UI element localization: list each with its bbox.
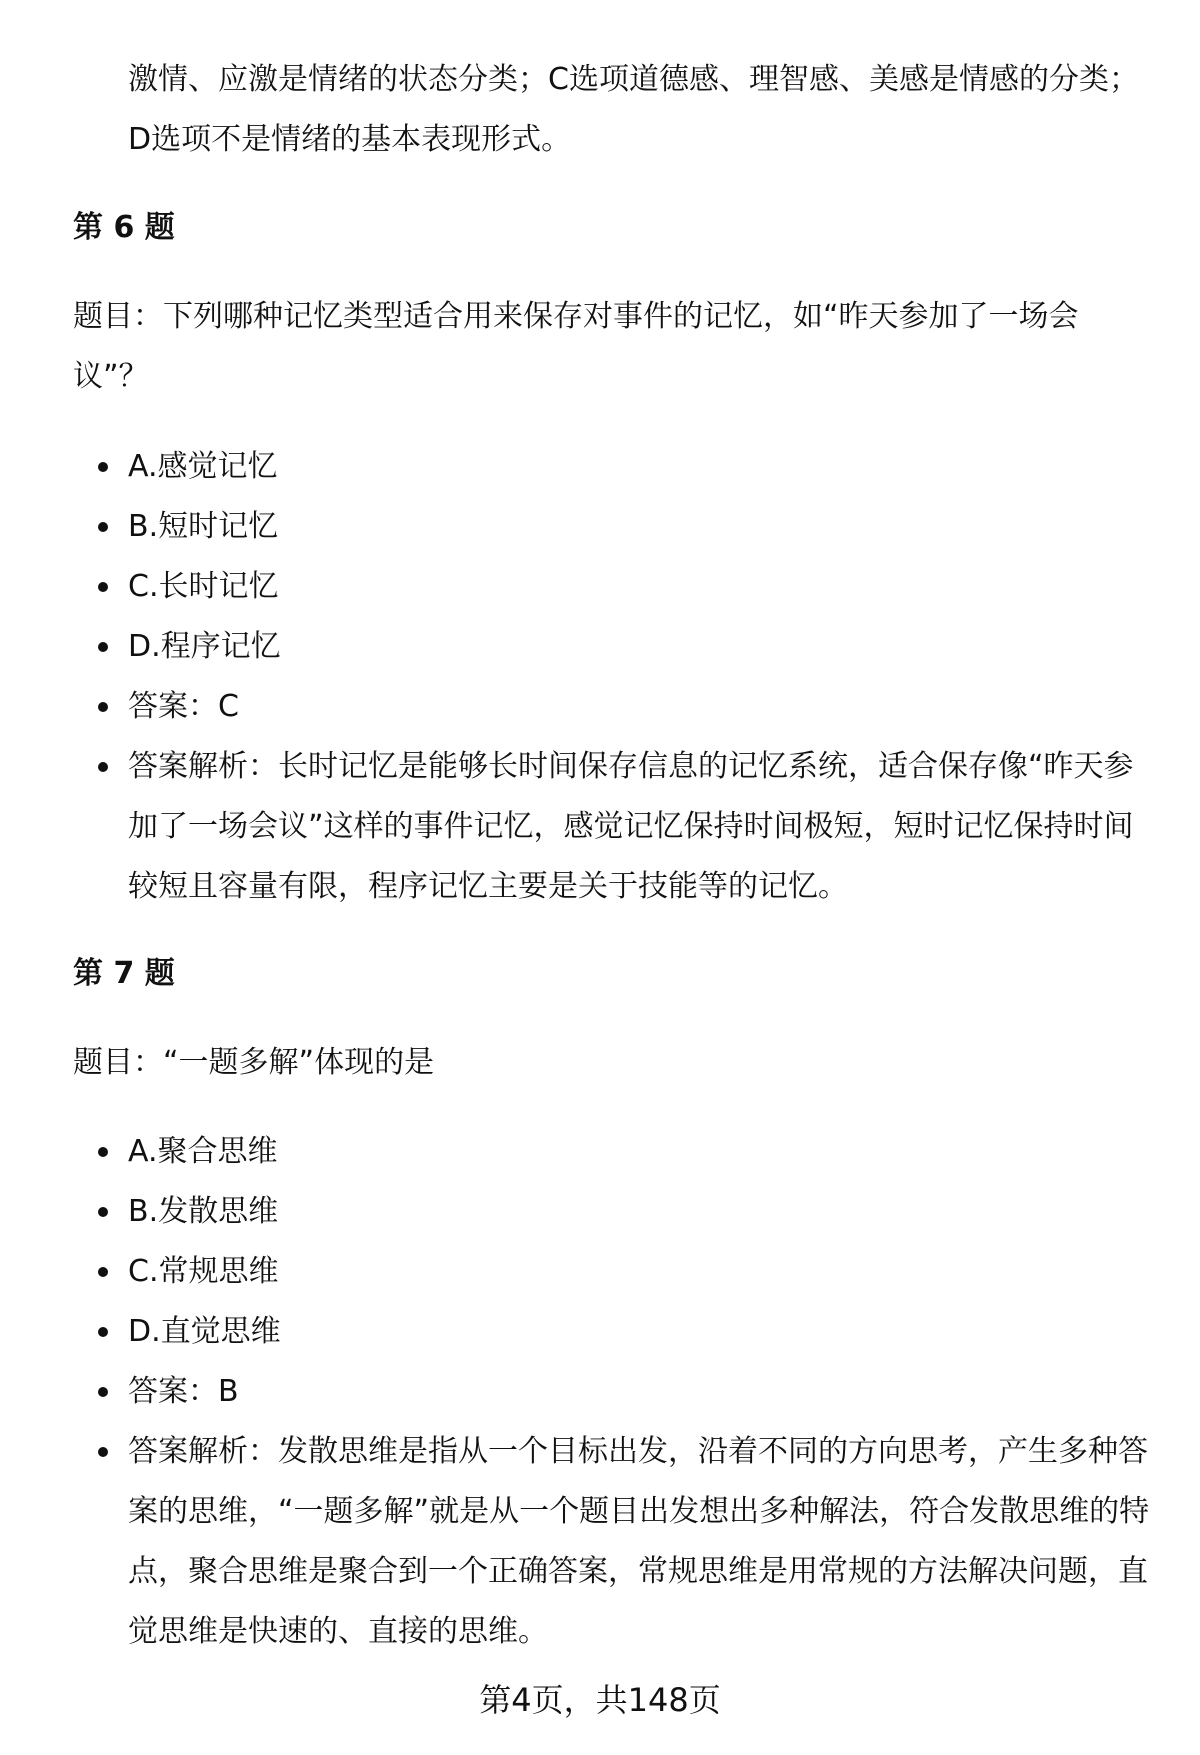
analysis-text: 答案解析：长时记忆是能够长时间保存信息的记忆系统，适合保存像“昨天参加了一场会议”这样的事件记忆，感觉记忆保持时间极短，短时记忆保持时间较短且容量有限，程序记忆主要是关于技能等的记忆。 — [128, 749, 1134, 904]
bullet-icon — [98, 522, 108, 532]
bullet-icon — [98, 762, 108, 772]
bullet-icon — [98, 1147, 108, 1157]
option-label: A.感觉记忆 — [128, 449, 278, 484]
answer-text: 答案：C — [128, 689, 239, 724]
question-6-option-a — [0, 437, 1158, 497]
option-label: C.常规思维 — [128, 1254, 279, 1289]
page-number-footer: 第4页，共148页 — [479, 1681, 721, 1719]
question-7-answer — [0, 1362, 1158, 1422]
question-6-answer — [0, 677, 1158, 737]
analysis-text: 答案解析：发散思维是指从一个目标出发，沿着不同的方向思考，产生多种答案的思维，“一题多解”就是从一个题目出发想出多种解法，符合发散思维的特点，聚合思维是聚合到一个正确答案，常规思维是用常规的方法解决问题，直觉思维是快速的、直接的思维。 — [128, 1434, 1150, 1649]
option-label: B.发散思维 — [128, 1194, 279, 1229]
bullet-icon — [98, 1327, 108, 1337]
question-6-text: 题目：下列哪种记忆类型适合用来保存对事件的记忆，如“昨天参加了一场会议”？ — [73, 299, 1079, 394]
question-7-analysis — [0, 1422, 1158, 1662]
bullet-icon — [98, 642, 108, 652]
option-label: B.短时记忆 — [128, 509, 279, 544]
bullet-icon — [98, 702, 108, 712]
question-6-options — [0, 437, 1200, 917]
bullet-icon — [98, 582, 108, 592]
question-7-option-b — [0, 1182, 1158, 1242]
bullet-icon — [98, 1387, 108, 1397]
bullet-icon — [98, 1207, 108, 1217]
question-7-heading: 第 7 题 — [73, 956, 175, 991]
option-label: C.长时记忆 — [128, 569, 279, 604]
question-6-heading: 第 6 题 — [73, 210, 175, 245]
question-7-option-d — [0, 1302, 1158, 1362]
question-6-option-c — [0, 557, 1158, 617]
question-6-option-b — [0, 497, 1158, 557]
question-7-options — [0, 1122, 1200, 1662]
bullet-icon — [98, 1447, 108, 1457]
answer-text: 答案：B — [128, 1374, 239, 1409]
option-label: A.聚合思维 — [128, 1134, 278, 1169]
question-6-analysis — [0, 737, 1158, 917]
previous-analysis-continuation: 激情、应激是情绪的状态分类；C选项道德感、理智感、美感是情感的分类；D选项不是情绪的基本表现形式。 — [128, 62, 1139, 157]
question-7-text: 题目：“一题多解”体现的是 — [73, 1045, 435, 1080]
question-7-option-c — [0, 1242, 1158, 1302]
question-6-option-d — [0, 617, 1158, 677]
bullet-icon — [98, 462, 108, 472]
bullet-icon — [98, 1267, 108, 1277]
question-7-option-a — [0, 1122, 1158, 1182]
option-label: D.直觉思维 — [128, 1314, 281, 1349]
option-label: D.程序记忆 — [128, 629, 281, 664]
